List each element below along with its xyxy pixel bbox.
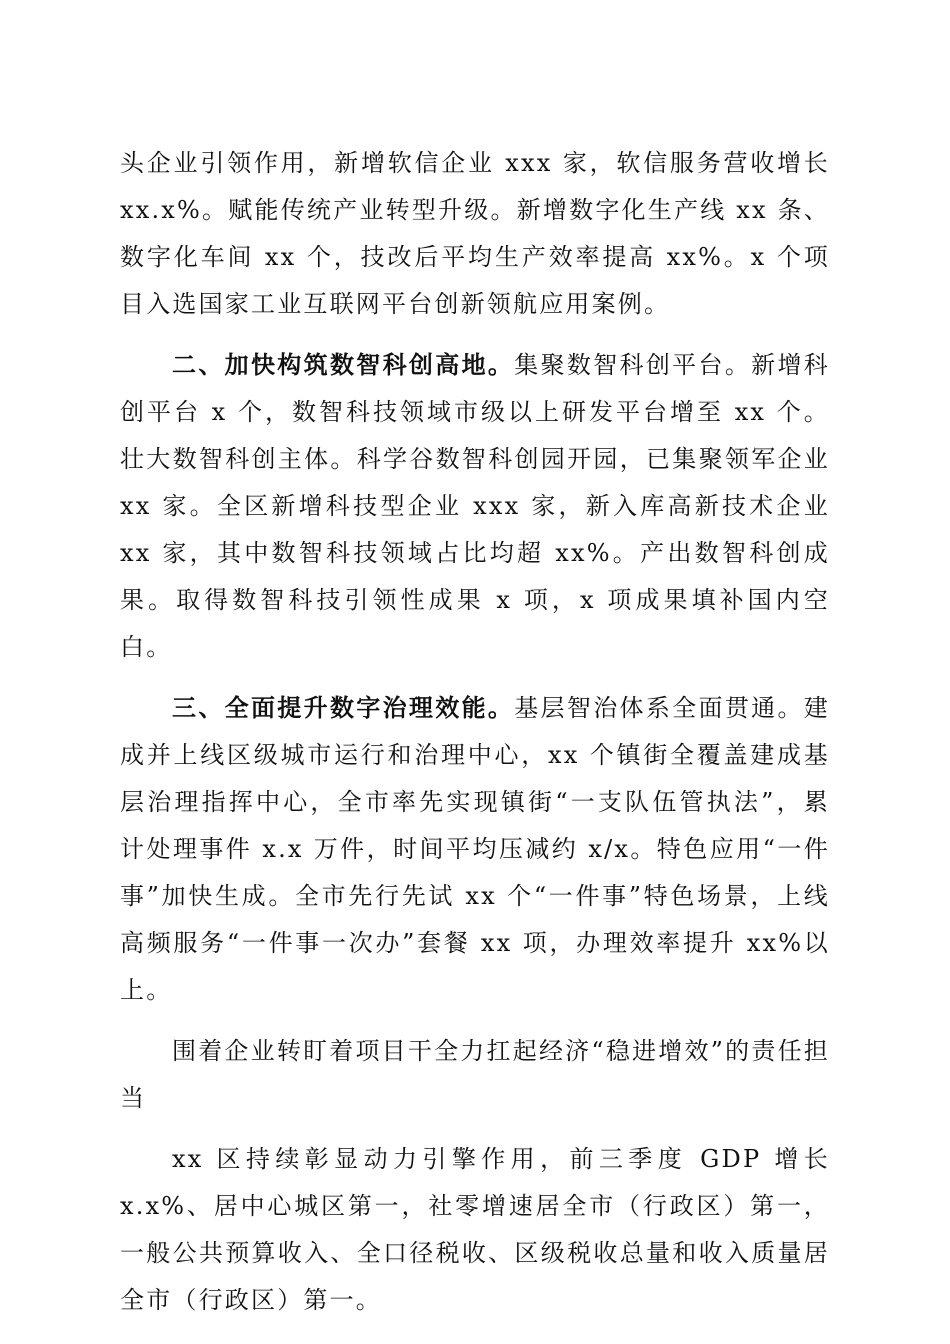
paragraph-2-text: 集聚数智科创平台。新增科创平台 x 个，数智科技领域市级以上研发平台增至 xx 个。壮大数智科创主体。科学谷数智科创园开园，已集聚领军企业 xx 家。全区新增科技型企业 xxx 家，新入库高新技术企业 xx 家，其中数智科技领域占比均超 xx%。产出数智科创成果。取得数智科技引领性成果 x 项，x 项成果填补国内空白。 [120,351,830,661]
paragraph-1 [120,140,830,328]
section-2-heading: 二、加快构筑数智科创高地。 [172,351,515,379]
paragraph-5-text: xx 区持续彰显动力引擎作用，前三季度 GDP 增长 x.x%、居中心城区第一，社零增速居全市（行政区）第一，一般公共预算收入、全口径税收、区级税收总量和收入质量居全市（行政区）第一。 [120,1145,830,1314]
paragraph-4-text: 围着企业转盯着项目干全力扛起经济“稳进增效”的责任担当 [120,1037,830,1112]
paragraph-4 [120,1028,830,1122]
document-body [120,140,830,1324]
section-3-heading: 三、全面提升数字治理效能。 [172,694,515,722]
paragraph-3 [120,685,830,1014]
paragraph-1-text: 头企业引领作用，新增软信企业 xxx 家，软信服务营收增长 xx.x%。赋能传统产业转型升级。新增数字化生产线 xx 条、数字化车间 xx 个，技改后平均生产效率提高 xx%。x 个项目入选国家工业互联网平台创新领航应用案例。 [120,149,830,318]
paragraph-3-text: 基层智治体系全面贯通。建成并上线区级城市运行和治理中心，xx 个镇街全覆盖建成基层治理指挥中心，全市率先实现镇街“一支队伍管执法”，累计处理事件 x.x 万件，时间平均压减约 x/x。特色应用“一件事”加快生成。全市先行先试 xx 个“一件事”特色场景，上线高频服务“一件事一次办”套餐 xx 项，办理效率提升 xx%以上。 [120,694,830,1004]
paragraph-2 [120,342,830,671]
paragraph-5 [120,1136,830,1324]
